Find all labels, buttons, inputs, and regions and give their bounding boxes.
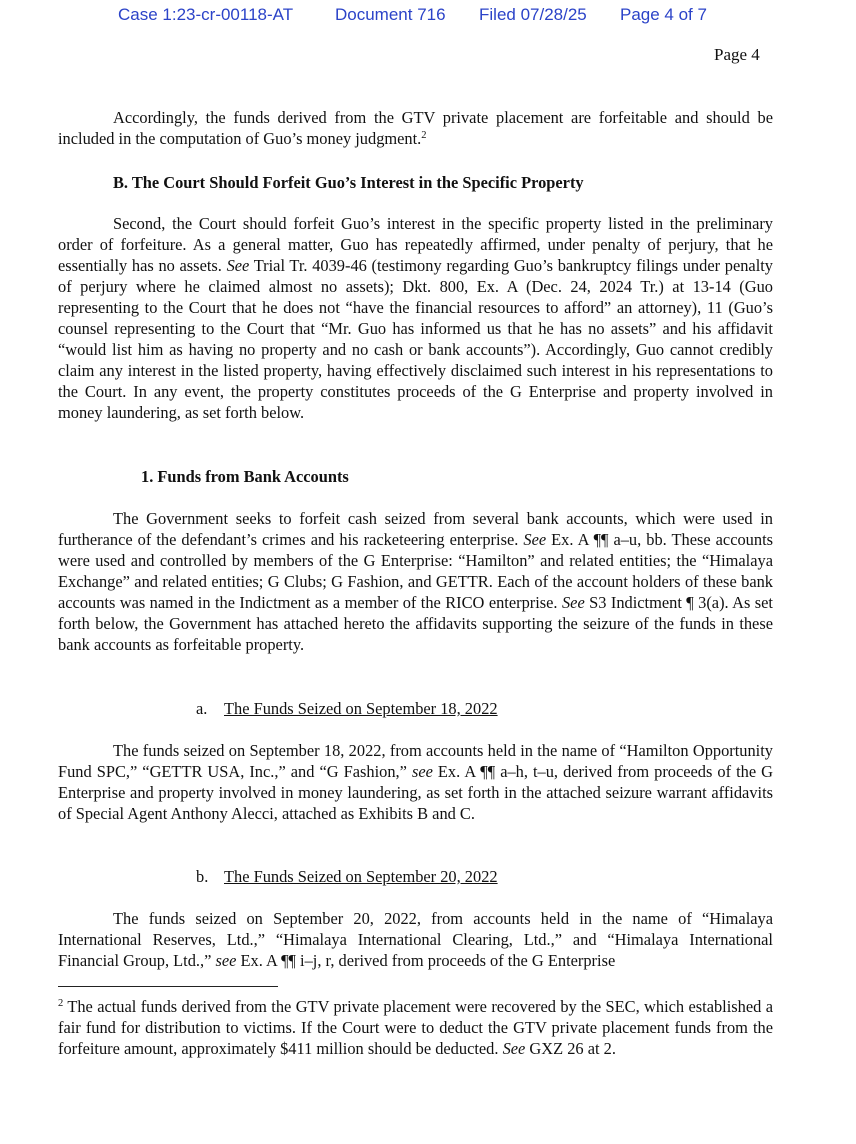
case-number: Case 1:23-cr-00118-AT <box>118 5 294 24</box>
filed-date: Filed 07/28/25 <box>479 5 587 24</box>
footnote-2: $^2$ The actual funds derived from the GTV private placement were recovered by the SEC, which established a fair fund for distribution to victims. If the Court were to deduct the GTV private placement funds from the forfeiture amount, approximately $411 million should be deducted. See GXZ 26 at 2. <box>58 997 773 1058</box>
paragraph-gtv-forfeitable: Accordingly, the funds derived from the GTV private placement are forfeitable and should be included in the computation of Guo’s money judgment.$^2$ <box>58 108 773 148</box>
footnote-divider <box>58 986 278 987</box>
subheading-a: a. The Funds Seized on September 18, 2022 <box>196 699 498 718</box>
document-number: Document 716 <box>335 5 446 24</box>
paragraph-funds-sept-20: The funds seized on September 20, 2022, from accounts held in the name of “Himalaya International Reserves, Ltd.,” “Himalaya International Clearing, Ltd.,” and “Himalaya International Financial Group, Ltd.,” see Ex. A ¶¶ i–j, r, derived from proceeds of the G Enterprise <box>58 909 773 970</box>
section-heading-b: B. The Court Should Forfeit Guo’s Interest in the Specific Property <box>113 173 584 192</box>
subheading-b: b. The Funds Seized on September 20, 2022 <box>196 867 498 886</box>
paragraph-funds-sept-18: The funds seized on September 18, 2022, from accounts held in the name of “Hamilton Opportunity Fund SPC,” “GETTR USA, Inc.,” and “G Fashion,” see Ex. A ¶¶ a–h, t–u, derived from proceeds of the G Enterprise and property involved in money laundering, as set forth in the attached seizure warrant affidavits of Special Agent Anthony Alecci, attached as Exhibits B and C. <box>58 741 773 823</box>
paragraph-bank-accounts: The Government seeks to forfeit cash seized from several bank accounts, which were used in furtherance of the defendant’s crimes and his racketeering enterprise. See Ex. A ¶¶ a–u, bb. These accounts were used and controlled by members of the G Enterprise: “Hamilton” and related entities; the “Himalaya Exchange” and related entities; G Clubs; G Fashion, and GETTR. Each of the account holders of these bank accounts was named in the Indictment as a member of the RICO enterprise. See S3 Indictment ¶ 3(a). As set forth below, the Government has attached hereto the affidavits supporting the seizure of the funds in these bank accounts as forfeitable property. <box>58 509 774 654</box>
paragraph-specific-property: Second, the Court should forfeit Guo’s interest in the specific property listed in the preliminary order of forfeiture. As a general matter, Guo has repeatedly affirmed, under penalty of perjury, that he essentially has no assets. See Trial Tr. 4039-46 (testimony regarding Guo’s bankruptcy filings under penalty of perjury where he claimed almost no assets); Dkt. 800, Ex. A (Dec. 24, 2024 Tr.) at 13-14 (Guo representing to the Court that he does not “have the financial resources to afford” an attorney), 11 (Guo’s counsel representing to the Court that “Mr. Guo has informed us that he has no assets” and his affidavit “would list him as having no property and no cash or bank accounts”). Accordingly, Guo cannot credibly claim any interest in the listed property, having effectively disclaimed such interest in his representations to the Court. In any event, the property constitutes proceeds of the G Enterprise and property involved in money laundering, as set forth below. <box>58 214 773 422</box>
court-filing-header <box>0 5 856 29</box>
footnote-ref: 2 <box>421 130 427 141</box>
page-number: Page 4 <box>714 45 760 64</box>
section-heading-1: 1. Funds from Bank Accounts <box>141 467 349 486</box>
page-of-pages: Page 4 of 7 <box>620 5 707 24</box>
